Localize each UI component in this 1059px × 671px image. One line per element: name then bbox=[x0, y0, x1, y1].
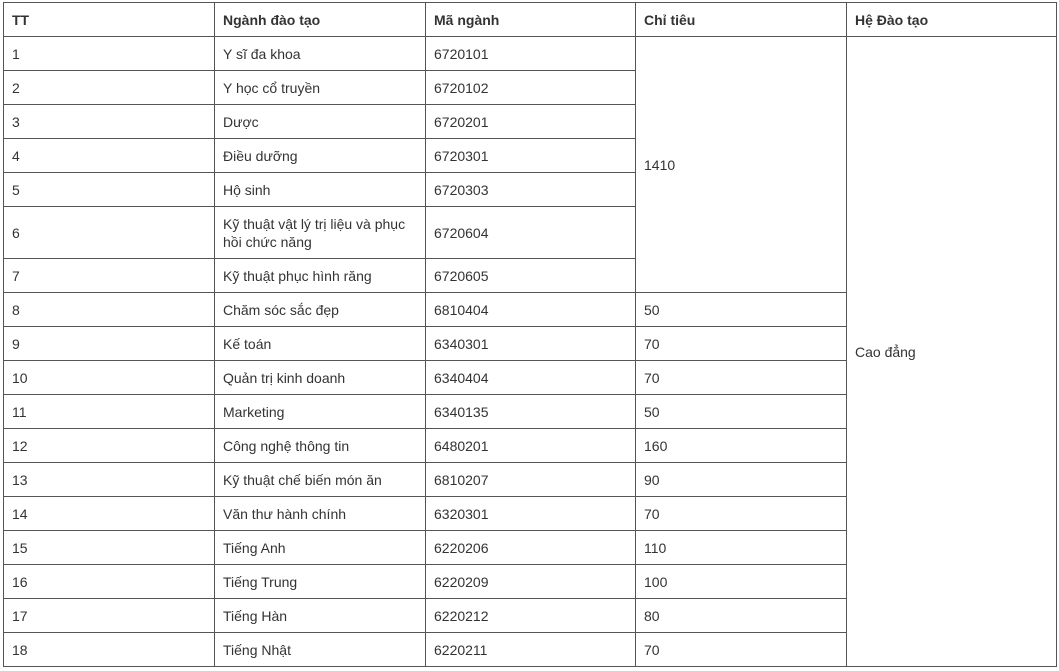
cell-major-code: 6810404 bbox=[426, 293, 636, 327]
cell-tt: 8 bbox=[4, 293, 215, 327]
cell-quota: 70 bbox=[636, 361, 847, 395]
cell-major-code: 6220211 bbox=[426, 633, 636, 667]
cell-major-code: 6720303 bbox=[426, 173, 636, 207]
cell-major-name: Chăm sóc sắc đẹp bbox=[215, 293, 426, 327]
cell-training-level-merged: Cao đẳng bbox=[847, 37, 1057, 667]
cell-quota: 70 bbox=[636, 327, 847, 361]
cell-major-code: 6720301 bbox=[426, 139, 636, 173]
cell-major-code: 6720101 bbox=[426, 37, 636, 71]
cell-tt: 6 bbox=[4, 207, 215, 259]
cell-major-name: Hộ sinh bbox=[215, 173, 426, 207]
cell-quota: 160 bbox=[636, 429, 847, 463]
cell-major-code: 6320301 bbox=[426, 497, 636, 531]
majors-table bbox=[3, 2, 1057, 667]
cell-major-name: Dược bbox=[215, 105, 426, 139]
cell-tt: 16 bbox=[4, 565, 215, 599]
cell-quota: 110 bbox=[636, 531, 847, 565]
cell-major-code: 6720604 bbox=[426, 207, 636, 259]
cell-tt: 13 bbox=[4, 463, 215, 497]
cell-major-name: Y sĩ đa khoa bbox=[215, 37, 426, 71]
cell-tt: 7 bbox=[4, 259, 215, 293]
cell-major-code: 6720102 bbox=[426, 71, 636, 105]
table-row bbox=[4, 37, 1057, 71]
cell-tt: 4 bbox=[4, 139, 215, 173]
cell-quota: 50 bbox=[636, 293, 847, 327]
header-row bbox=[4, 3, 1057, 37]
cell-major-code: 6720201 bbox=[426, 105, 636, 139]
header-training-level: Hệ Đào tạo bbox=[847, 3, 1057, 37]
cell-major-name: Công nghệ thông tin bbox=[215, 429, 426, 463]
cell-tt: 12 bbox=[4, 429, 215, 463]
cell-major-code: 6220212 bbox=[426, 599, 636, 633]
cell-quota: 80 bbox=[636, 599, 847, 633]
cell-tt: 3 bbox=[4, 105, 215, 139]
cell-major-name: Kế toán bbox=[215, 327, 426, 361]
cell-quota: 90 bbox=[636, 463, 847, 497]
cell-major-code: 6340301 bbox=[426, 327, 636, 361]
cell-major-code: 6220206 bbox=[426, 531, 636, 565]
cell-tt: 5 bbox=[4, 173, 215, 207]
cell-tt: 17 bbox=[4, 599, 215, 633]
cell-quota-merged: 1410 bbox=[636, 37, 847, 293]
cell-major-name: Tiếng Anh bbox=[215, 531, 426, 565]
cell-tt: 11 bbox=[4, 395, 215, 429]
cell-tt: 9 bbox=[4, 327, 215, 361]
cell-major-name: Tiếng Trung bbox=[215, 565, 426, 599]
cell-major-name: Kỹ thuật chế biến món ăn bbox=[215, 463, 426, 497]
cell-major-code: 6340404 bbox=[426, 361, 636, 395]
cell-quota: 70 bbox=[636, 633, 847, 667]
cell-tt: 14 bbox=[4, 497, 215, 531]
cell-major-name: Tiếng Nhật bbox=[215, 633, 426, 667]
cell-major-code: 6480201 bbox=[426, 429, 636, 463]
header-major-code: Mã ngành bbox=[426, 3, 636, 37]
cell-major-name: Y học cổ truyền bbox=[215, 71, 426, 105]
cell-major-name: Văn thư hành chính bbox=[215, 497, 426, 531]
header-major-name: Ngành đào tạo bbox=[215, 3, 426, 37]
cell-quota: 100 bbox=[636, 565, 847, 599]
cell-tt: 18 bbox=[4, 633, 215, 667]
cell-major-code: 6720605 bbox=[426, 259, 636, 293]
cell-major-code: 6340135 bbox=[426, 395, 636, 429]
header-quota: Chỉ tiêu bbox=[636, 3, 847, 37]
cell-major-code: 6220209 bbox=[426, 565, 636, 599]
cell-tt: 10 bbox=[4, 361, 215, 395]
cell-major-code: 6810207 bbox=[426, 463, 636, 497]
cell-major-name: Kỹ thuật phục hình răng bbox=[215, 259, 426, 293]
cell-tt: 2 bbox=[4, 71, 215, 105]
cell-major-name: Tiếng Hàn bbox=[215, 599, 426, 633]
cell-major-name: Điều dưỡng bbox=[215, 139, 426, 173]
cell-major-name: Quản trị kinh doanh bbox=[215, 361, 426, 395]
cell-quota: 70 bbox=[636, 497, 847, 531]
cell-tt: 1 bbox=[4, 37, 215, 71]
cell-major-name: Kỹ thuật vật lý trị liệu và phục hồi chức năng bbox=[215, 207, 426, 259]
cell-quota: 50 bbox=[636, 395, 847, 429]
cell-major-name: Marketing bbox=[215, 395, 426, 429]
cell-tt: 15 bbox=[4, 531, 215, 565]
header-tt: TT bbox=[4, 3, 215, 37]
